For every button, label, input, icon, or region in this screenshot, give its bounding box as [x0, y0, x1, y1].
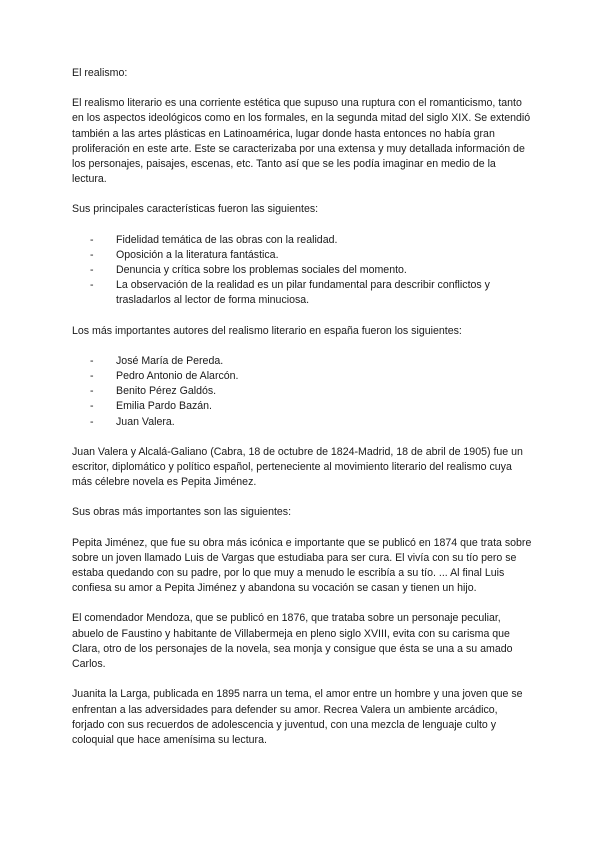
- document-page: [72, 66, 532, 748]
- work-paragraph-pepita: Pepita Jiménez, que fue su obra más icónica e importante que se publicó en 1874 que trata sobre sobre un joven llamado Luis de Vargas que estudiaba para ser cura. El vivía con su tío pero se estaba quedando con su padre, por lo que muy a menudo le escribía a su tío. ... Al final Luis confiesa su amor a Pepita Jiménez y abandona su vocación se casan y tienen un hijo.: [72, 536, 532, 595]
- list-item: - Oposición a la literatura fantástica.: [90, 248, 532, 263]
- works-heading: Sus obras más importantes son las siguientes:: [72, 506, 292, 519]
- list-item: - Benito Pérez Galdós.: [90, 384, 532, 399]
- list-item: - Denuncia y crítica sobre los problemas sociales del momento.: [90, 263, 532, 278]
- valera-bio-paragraph: Juan Valera y Alcalá-Galiano (Cabra, 18 de octubre de 1824-Madrid, 18 de abril de 1905) fue un escritor, diplomático y político español, perteneciente al movimiento literario del realismo cuya más célebre novela es Pepita Jiménez.: [72, 445, 523, 489]
- intro-paragraph: El realismo literario es una corriente estética que supuso una ruptura con el romanticismo, tanto en los aspectos ideológicos como en los formales, en la segunda mitad del siglo XIX. Se extendió también a las artes plásticas en Latinoamérica, lugar donde hasta entonces no había gran proliferación en este arte. Este se caracterizaba por una extensa y muy detallada información de los personajes, paisajes, escenas, etc. Tanto así que se les podía imaginar en medio de la lectura.: [72, 97, 531, 186]
- list-item: - José María de Pereda.: [90, 354, 532, 369]
- work-paragraph-juanita: Juanita la Larga, publicada en 1895 narra un tema, el amor entre un hombre y una joven que se enfrentan a las adversidades para defender su amor. Recrea Valera un ambiente arcádico, forjado con sus recuerdos de adolescencia y juventud, con una mezcla de lenguaje culto y coloquial que hace amenísima su lectura.: [72, 688, 523, 746]
- characteristics-heading: Sus principales características fueron las siguientes:: [72, 203, 319, 216]
- list-item: - La observación de la realidad es un pilar fundamental para describir conflictos y trasladarlos al lector de forma minuciosa.: [90, 278, 532, 308]
- list-item: - Pedro Antonio de Alarcón.: [90, 369, 532, 384]
- document-title: El realismo:: [72, 67, 128, 79]
- authors-list: [72, 354, 532, 430]
- list-item: - Fidelidad temática de las obras con la realidad.: [90, 233, 532, 248]
- list-item: - Emilia Pardo Bazán.: [90, 399, 532, 414]
- authors-heading: Los más importantes autores del realismo literario en españa fueron los siguientes:: [72, 324, 462, 337]
- work-paragraph-comendador: El comendador Mendoza, que se publicó en 1876, que trataba sobre un personaje peculiar, abuelo de Faustino y habitante de Villabermeja en pleno siglo XVIII, evita con su carisma que Clara, otro de los personajes de la novela, sea monja y consigue que ésta se una a su amado Carlos.: [72, 612, 513, 671]
- list-item: - Juan Valera.: [90, 415, 532, 430]
- characteristics-list: [72, 233, 532, 309]
